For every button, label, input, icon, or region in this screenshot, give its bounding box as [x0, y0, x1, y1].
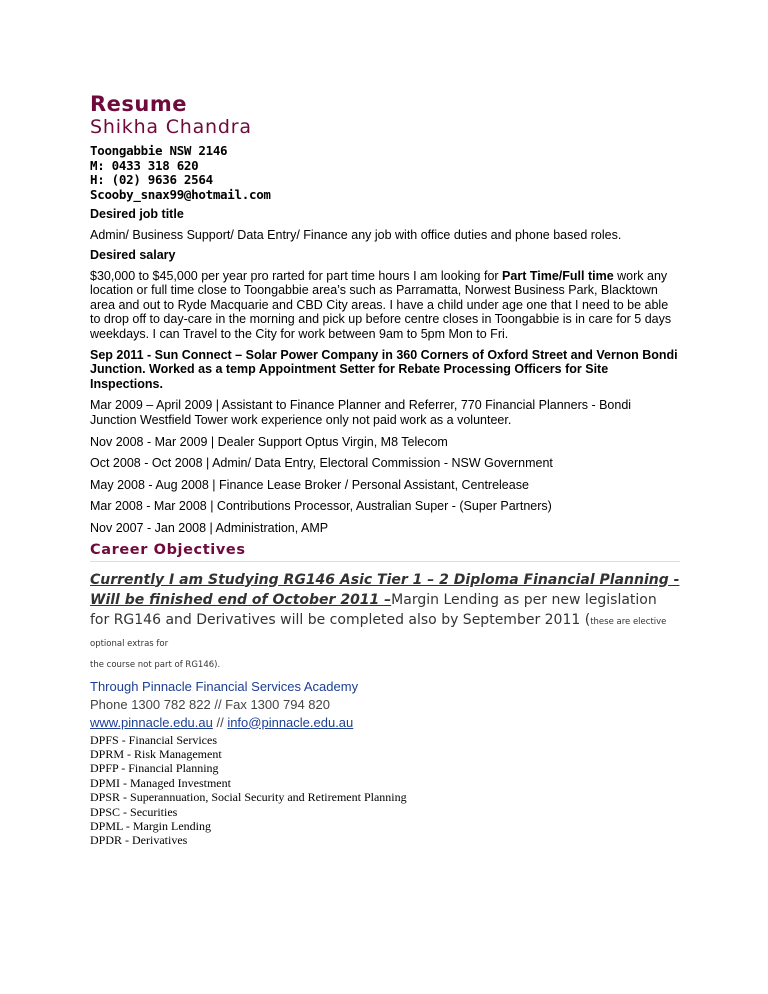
study-tail-text: the course not part of RG146).: [90, 659, 221, 670]
desired-job-label: Desired job title: [90, 207, 184, 221]
contact-email: Scooby_snax99@hotmail.com: [90, 186, 271, 202]
study-rest-text: Margin Lending as per new legislation for RG146 and Derivatives will be completed also by September 2011 (: [90, 591, 657, 628]
resume-page: [90, 92, 680, 848]
contact-address: Toongabbie NSW 2146: [90, 143, 228, 158]
academy-email-link[interactable]: info@pinnacle.edu.au: [227, 714, 354, 730]
course-list: [90, 733, 680, 848]
study-small-text: these are elective optional extras for: [90, 616, 667, 649]
academy-website-link[interactable]: www.pinnacle.edu.au: [90, 714, 213, 730]
contact-mobile: M: 0433 318 620: [90, 157, 199, 173]
salary-text-bold: Part Time/Full time: [502, 268, 614, 283]
study-statement: [90, 570, 680, 654]
job-entry-5: Mar 2008 - Mar 2008 | Contributions Processor, Australian Super - (Super Partners): [90, 499, 552, 514]
salary-text-before: $30,000 to $45,000 per year pro rarted for part time hours I am looking for: [90, 268, 503, 283]
academy-name: Through Pinnacle Financial Services Academy: [90, 678, 359, 694]
job-entry-6: Nov 2007 - Jan 2008 | Administration, AMP: [90, 520, 329, 535]
desired-salary-label: Desired salary: [90, 247, 176, 262]
job-entry-2: Nov 2008 - Mar 2009 | Dealer Support Optus Virgin, M8 Telecom: [90, 434, 448, 449]
contact-home-phone: H: (02) 9636 2564: [90, 172, 213, 187]
experience-highlight: Sep 2011 - Sun Connect – Solar Power Company in 360 Corners of Oxford Street and Vernon Bondi Junction. Worked as a temp Appointment Setter for Rebate Processing Officers for Site Inspections.: [90, 347, 678, 391]
course-item: DPFS - Financial Services: [90, 732, 217, 747]
job-entry-4: May 2008 - Aug 2008 | Finance Lease Broker / Personal Assistant, Centrelease: [90, 477, 529, 492]
course-item: DPRM - Risk Management: [90, 746, 222, 761]
contact-block: [90, 144, 680, 202]
candidate-name: Shikha Chandra: [90, 116, 252, 138]
resume-title: Resume: [90, 92, 187, 116]
job-entry-1: Mar 2009 – April 2009 | Assistant to Finance Planner and Referrer, 770 Financial Planners - Bondi Junction Westfield Tower work experience only not paid work as a volunteer.: [90, 398, 632, 427]
career-objectives-heading: Career Objectives: [90, 542, 680, 562]
job-entry-3: Oct 2008 - Oct 2008 | Admin/ Data Entry, Electoral Commission - NSW Government: [90, 456, 553, 471]
academy-separator: //: [212, 714, 228, 730]
academy-phone: Phone 1300 782 822 // Fax 1300 794 820: [90, 696, 330, 712]
salary-text-after: work any location or full time close to Toongabbie area’s such as Parramatta, Norwest Business Park, Blacktown area and out to Ryde Macquarie and CBD City areas. I have a child under age one that I need to be able to drop off to day-care in the morning and pick up before centre closes in Toongabbie is in care for 5 days weekdays. I can Travel to the City for work between 9am to 5pm Mon to Fri.: [90, 268, 672, 341]
course-item: DPMI - Managed Investment: [90, 775, 231, 790]
desired-salary-text: [90, 269, 680, 342]
study-bold-text: Currently I am Studying RG146 Asic Tier 1 – 2 Diploma Financial Planning - Will be finished end of October 2011 –: [90, 571, 680, 608]
academy-web-line: [90, 714, 680, 732]
course-item: DPSC - Securities: [90, 804, 178, 819]
desired-job-text: Admin/ Business Support/ Data Entry/ Finance any job with office duties and phone based roles.: [90, 228, 622, 242]
course-item: DPML - Margin Lending: [90, 818, 211, 833]
course-item: DPDR - Derivatives: [90, 833, 188, 848]
course-item: DPSR - Superannuation, Social Security and Retirement Planning: [90, 790, 407, 805]
course-item: DPFP - Financial Planning: [90, 761, 219, 776]
